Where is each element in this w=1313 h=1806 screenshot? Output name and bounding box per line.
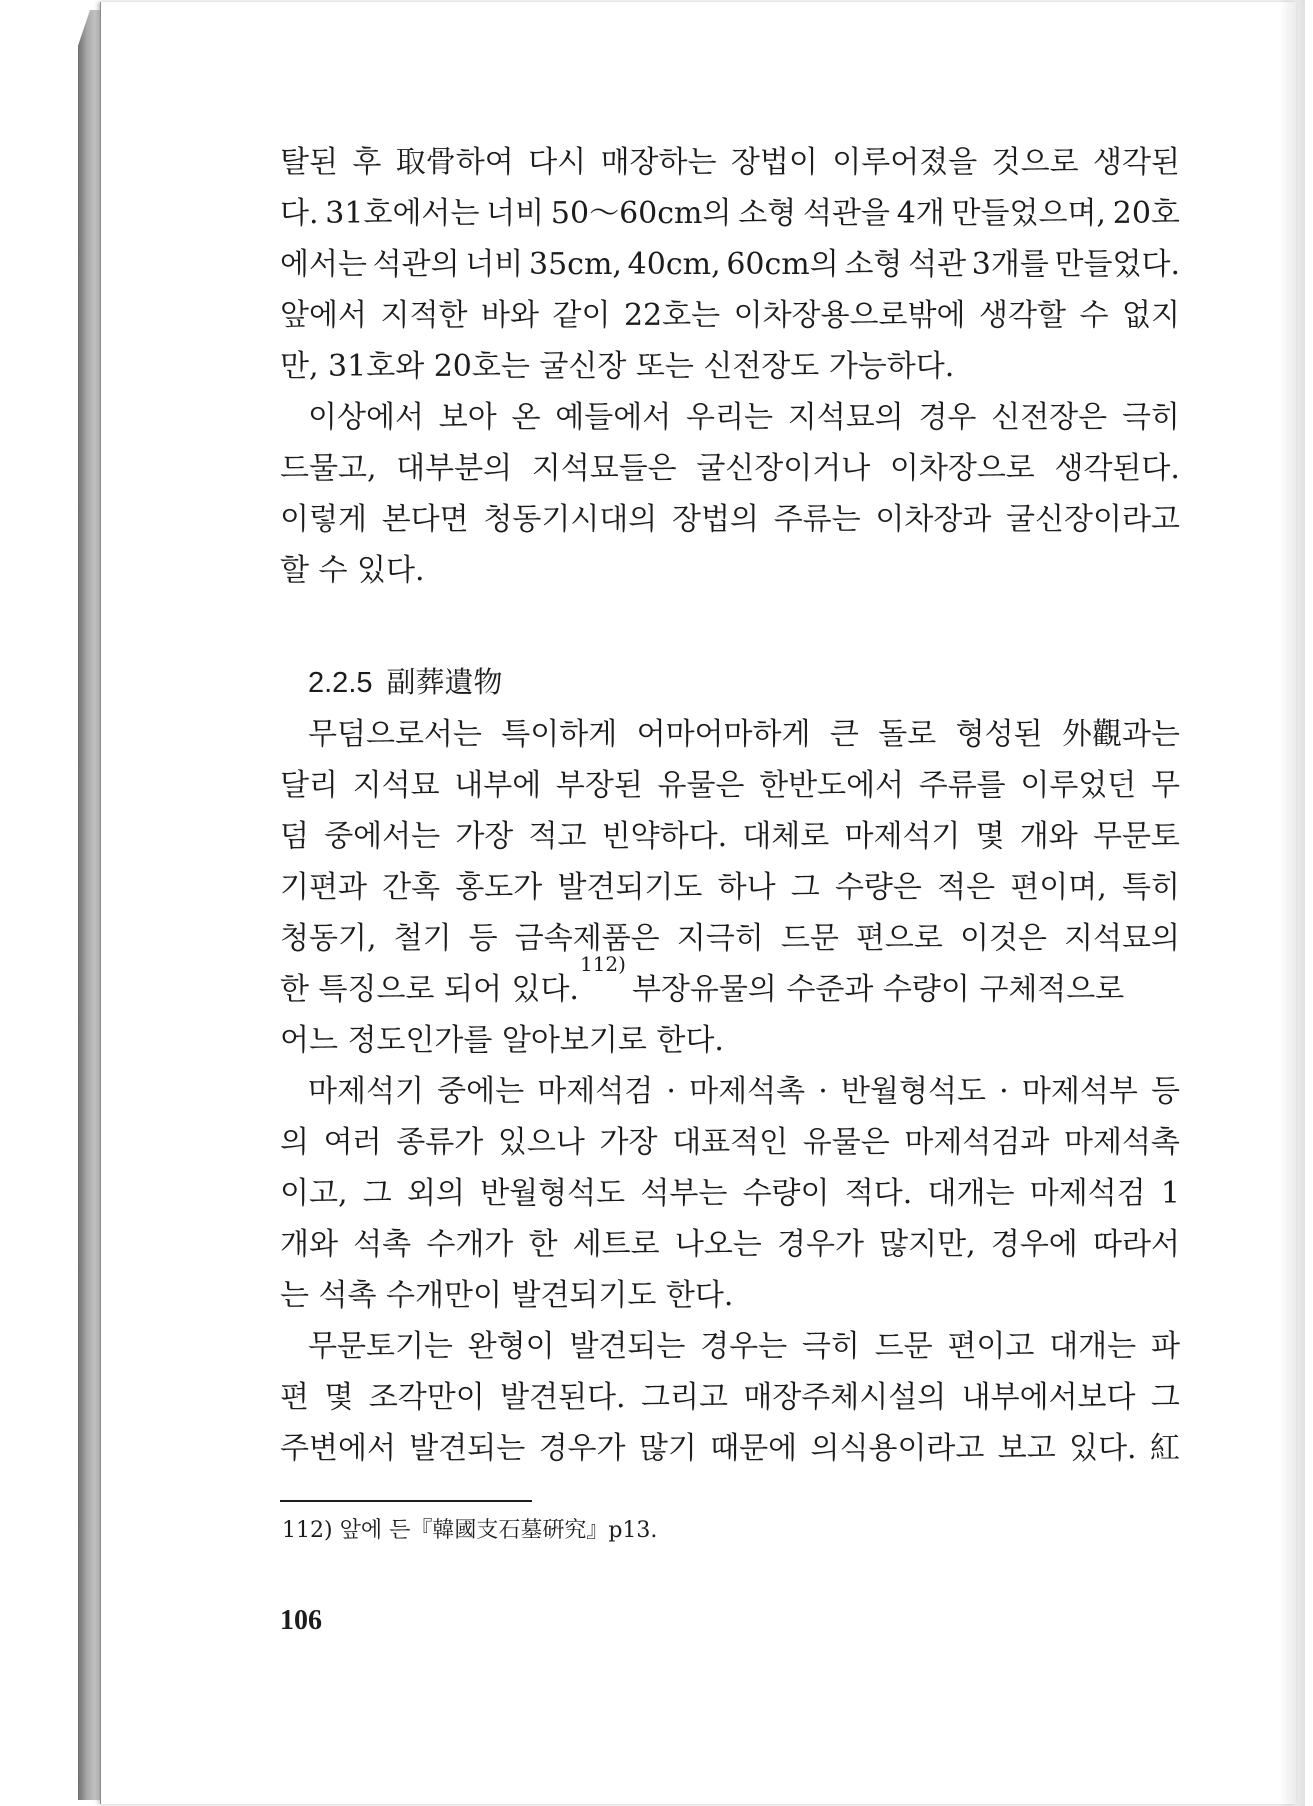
word: 발견되는 — [409, 1431, 526, 1466]
text-line: 는 석촉 수개만이 발견되기도 한다. — [280, 1278, 734, 1313]
text-line — [280, 392, 1180, 443]
word: 세트로 — [572, 1227, 660, 1262]
word: 주류는 — [773, 502, 861, 537]
word: 조각만이 — [368, 1380, 485, 1415]
word: 드물고, — [280, 451, 377, 486]
word: 지석묘 — [352, 768, 440, 803]
text-line — [280, 494, 1180, 545]
footnote: 112) 앞에 든『韓國支石墓硏究』p13. — [282, 1518, 658, 1543]
word: 다시 — [528, 145, 587, 180]
word: 마제석기 — [844, 819, 961, 854]
word: 생각된다. — [1054, 451, 1180, 486]
word: 석관 — [908, 247, 967, 282]
text-line — [280, 1168, 1180, 1219]
word: 편이며, — [1010, 870, 1107, 905]
word: 마제석검 — [1029, 1176, 1146, 1211]
body-text — [280, 137, 1180, 1474]
word: 50～60cm의 — [550, 196, 732, 231]
text-line — [280, 811, 1180, 862]
word: 그 — [1150, 1380, 1180, 1415]
word: 편 — [280, 1380, 309, 1415]
word: 주변에서 — [280, 1431, 396, 1466]
text-line — [280, 1372, 1180, 1423]
word: 외의 — [406, 1176, 465, 1211]
word: 경우에 — [990, 1227, 1078, 1262]
word: 큰 — [829, 717, 859, 752]
word: 지석묘의 — [1064, 921, 1180, 956]
word: 없지 — [1122, 298, 1180, 333]
word: 무문토기는 — [308, 1329, 453, 1364]
word: 지석묘들은 — [531, 451, 677, 486]
section-title: 副葬遺物 — [386, 667, 503, 699]
word: 개와 — [280, 1227, 338, 1262]
text-line: 만, 31호와 20호는 굴신장 또는 신전장도 가능하다. — [280, 349, 955, 384]
word: 이루었던 — [1020, 768, 1137, 803]
word: 에서는 — [280, 247, 367, 282]
section-heading — [280, 658, 1180, 709]
word: 등 — [468, 921, 498, 956]
word: 앞에서 — [280, 298, 367, 333]
word: 60cm의 — [726, 247, 839, 282]
word: 수개가 — [426, 1227, 514, 1262]
word: 이차장으로 — [889, 451, 1035, 486]
word: 20호 — [1112, 196, 1180, 231]
word: 중에는 — [437, 1074, 525, 1109]
word: 이차장과 — [875, 502, 992, 537]
word: 무덤으로서는 — [308, 717, 482, 752]
word: 소형 — [738, 196, 797, 231]
word: 후 — [352, 145, 382, 180]
word: 몇 — [975, 819, 1005, 854]
word: 석부는 — [640, 1176, 728, 1211]
text-line-with-footnote — [280, 952, 1180, 1015]
word: · — [818, 1074, 828, 1109]
word: 석관을 — [802, 196, 890, 231]
word: 금속제품은 — [514, 921, 660, 956]
word: 여러 — [323, 1125, 382, 1160]
word: 대개는 — [1049, 1329, 1137, 1364]
page-right-shadow — [1279, 0, 1305, 1806]
word: 이루어졌을 — [832, 145, 978, 180]
word: 많지만, — [879, 1227, 976, 1262]
text-run: 부장유물의 수준과 수량이 구체적으로 — [631, 972, 1125, 1007]
word: 수량이 — [742, 1176, 830, 1211]
word: 어마어마하게 — [636, 717, 811, 752]
word: 경우가 — [538, 1431, 626, 1466]
word: 보아 — [438, 400, 497, 435]
word: 발견된다. — [500, 1380, 626, 1415]
word: 같이 — [552, 298, 611, 333]
word: 이것은 — [959, 921, 1047, 956]
word: 편으로 — [855, 921, 943, 956]
footnote-divider — [280, 1500, 532, 1502]
word: 내부에서보다 — [961, 1380, 1136, 1415]
word: 이렇게 — [280, 502, 367, 537]
word: 빈약하다. — [601, 819, 728, 854]
word: 의식용이라고 — [810, 1431, 985, 1466]
section-number: 2.2.5 — [308, 667, 373, 699]
word: 소형 — [844, 247, 903, 282]
word: 특히 — [1121, 870, 1180, 905]
word: 이고, — [280, 1176, 348, 1211]
word: 유물은 — [657, 768, 745, 803]
word: 만들었으며, — [951, 196, 1106, 231]
word: 드문 — [874, 1329, 933, 1364]
word: 경우가 — [777, 1227, 864, 1262]
text-line: 할 수 있다. — [280, 553, 425, 588]
word: 대개는 — [927, 1176, 1015, 1211]
word: 取骨하여 — [395, 145, 514, 180]
word: 너비 — [465, 247, 524, 282]
word: 보고 — [997, 1431, 1056, 1466]
word: 마제석촉 — [689, 1074, 806, 1109]
word: 한반도에서 — [759, 768, 905, 803]
word: 3개를 — [971, 247, 1049, 282]
word: 석관의 — [372, 247, 460, 282]
word: 많기 — [638, 1431, 697, 1466]
word: 매장주체시설의 — [743, 1380, 947, 1415]
word: 개와 — [1019, 819, 1078, 854]
text-line: 어느 정도인가를 알아보기로 한다. — [280, 1023, 724, 1058]
text-line — [280, 862, 1180, 913]
word: 그 — [362, 1176, 392, 1211]
word: 지극히 — [676, 921, 764, 956]
word: 한 — [528, 1227, 558, 1262]
word: 편이고 — [947, 1329, 1035, 1364]
word: 마제석검과 — [904, 1125, 1050, 1160]
word: 만들었다. — [1054, 247, 1180, 282]
word: 생각할 — [979, 298, 1066, 333]
word: 돌로 — [878, 717, 937, 752]
footnote-reference: 112) — [579, 952, 626, 976]
word: 가장 — [455, 819, 514, 854]
word: 간혹 — [382, 870, 441, 905]
word: · — [666, 1074, 676, 1109]
word: 너비 — [486, 196, 545, 231]
word: 35cm, — [528, 247, 622, 282]
word: 온 — [511, 400, 541, 435]
text-run: 한 특징으로 되어 있다. — [280, 972, 579, 1007]
word: 그리고 — [640, 1380, 728, 1415]
word: 중에서는 — [324, 819, 441, 854]
word: 31호에서는 — [325, 196, 480, 231]
word: 1 — [1160, 1176, 1180, 1211]
text-line — [280, 1423, 1180, 1474]
paragraph — [280, 709, 1180, 1066]
word: 극히 — [801, 1329, 860, 1364]
word: 주류를 — [918, 768, 1006, 803]
word: 마제석부 — [1021, 1074, 1138, 1109]
word: 청동기, — [280, 921, 377, 956]
text-line — [280, 913, 1180, 964]
word: 반월형석도 — [841, 1074, 986, 1109]
word: 특이하게 — [501, 717, 618, 752]
section-gap — [280, 596, 1180, 658]
word: 40cm, — [627, 247, 721, 282]
word: 나오는 — [674, 1227, 762, 1262]
word: 지석묘의 — [787, 400, 904, 435]
word: 대부분의 — [396, 451, 513, 486]
paragraph — [280, 1066, 1180, 1321]
text-line — [280, 239, 1180, 290]
word: 굴신장이거나 — [696, 451, 871, 486]
word: 석촉 — [353, 1227, 412, 1262]
word: 마제석기 — [308, 1074, 424, 1109]
word: 바와 — [480, 298, 539, 333]
word: 마제석검 — [537, 1074, 654, 1109]
word: 기편과 — [280, 870, 367, 905]
word: 완형이 — [467, 1329, 555, 1364]
word: 청동기시대의 — [483, 502, 658, 537]
text-line — [280, 137, 1180, 188]
word: 매장하는 — [600, 145, 717, 180]
word: 수량은 — [834, 870, 922, 905]
word: 드문 — [780, 921, 839, 956]
paragraph — [280, 137, 1180, 392]
word: 파 — [1150, 1329, 1180, 1364]
word: 극히 — [1121, 400, 1180, 435]
word: 형성된 — [955, 717, 1043, 752]
word: 장법이 — [730, 145, 818, 180]
word: 장법의 — [672, 502, 759, 537]
word: 22호는 — [623, 298, 721, 333]
word: 수 — [1079, 298, 1109, 333]
word: 이상에서 — [308, 400, 424, 435]
text-line — [280, 188, 1180, 239]
word: 적고 — [528, 819, 587, 854]
word: 것으로 — [991, 145, 1079, 180]
word: 생각된 — [1093, 145, 1180, 180]
text-line — [280, 760, 1180, 811]
page-number: 106 — [280, 1605, 322, 1636]
word: 반월형석도 — [480, 1176, 626, 1211]
paragraph — [280, 392, 1180, 596]
word: 홍도가 — [455, 870, 543, 905]
word: 적은 — [937, 870, 996, 905]
word: 경우는 — [700, 1329, 788, 1364]
word: 신전장은 — [991, 400, 1108, 435]
text-line — [280, 709, 1180, 760]
word: 지적한 — [380, 298, 468, 333]
word: 우리는 — [685, 400, 773, 435]
word: 대표적인 — [672, 1125, 789, 1160]
word: 발견되기도 — [557, 870, 703, 905]
word: 紅 — [1149, 1431, 1180, 1466]
word: 外觀과는 — [1061, 717, 1180, 752]
text-line — [280, 1219, 1180, 1270]
word: 종류가 — [396, 1125, 484, 1160]
word: 4개 — [896, 196, 945, 231]
word: 가장 — [599, 1125, 658, 1160]
word: 부장된 — [555, 768, 643, 803]
word: 적다. — [844, 1176, 913, 1211]
text-line — [280, 443, 1180, 494]
word: 있으나 — [497, 1125, 585, 1160]
text-line — [280, 1321, 1180, 1372]
word: 무문토 — [1092, 819, 1180, 854]
word: 본다면 — [381, 502, 469, 537]
word: 경우 — [918, 400, 977, 435]
text-line — [280, 290, 1180, 341]
word: 발견되는 — [569, 1329, 686, 1364]
word: 그 — [790, 870, 820, 905]
word: 내부에 — [454, 768, 542, 803]
word: 등 — [1151, 1074, 1180, 1109]
word: 유물은 — [802, 1125, 890, 1160]
word: 철기 — [393, 921, 452, 956]
word: 굴신장이라고 — [1006, 502, 1180, 537]
word: · — [999, 1074, 1009, 1109]
text-line — [280, 1066, 1180, 1117]
word: 탈된 — [280, 145, 338, 180]
word: 덤 — [280, 819, 309, 854]
word: 있다. — [1069, 1431, 1137, 1466]
word: 몇 — [324, 1380, 354, 1415]
word: 이차장용으로밖에 — [733, 298, 966, 333]
word: 예들에서 — [555, 400, 672, 435]
paragraph — [280, 1321, 1180, 1474]
word: 하나 — [717, 870, 776, 905]
word: 의 — [280, 1125, 309, 1160]
word: 달리 — [280, 768, 338, 803]
word: 대체로 — [742, 819, 830, 854]
word: 때문에 — [710, 1431, 798, 1466]
text-line — [280, 1117, 1180, 1168]
word: 마제석촉 — [1063, 1125, 1180, 1160]
word: 따라서 — [1093, 1227, 1180, 1262]
word: 무 — [1150, 768, 1180, 803]
word: 다. — [280, 196, 319, 231]
